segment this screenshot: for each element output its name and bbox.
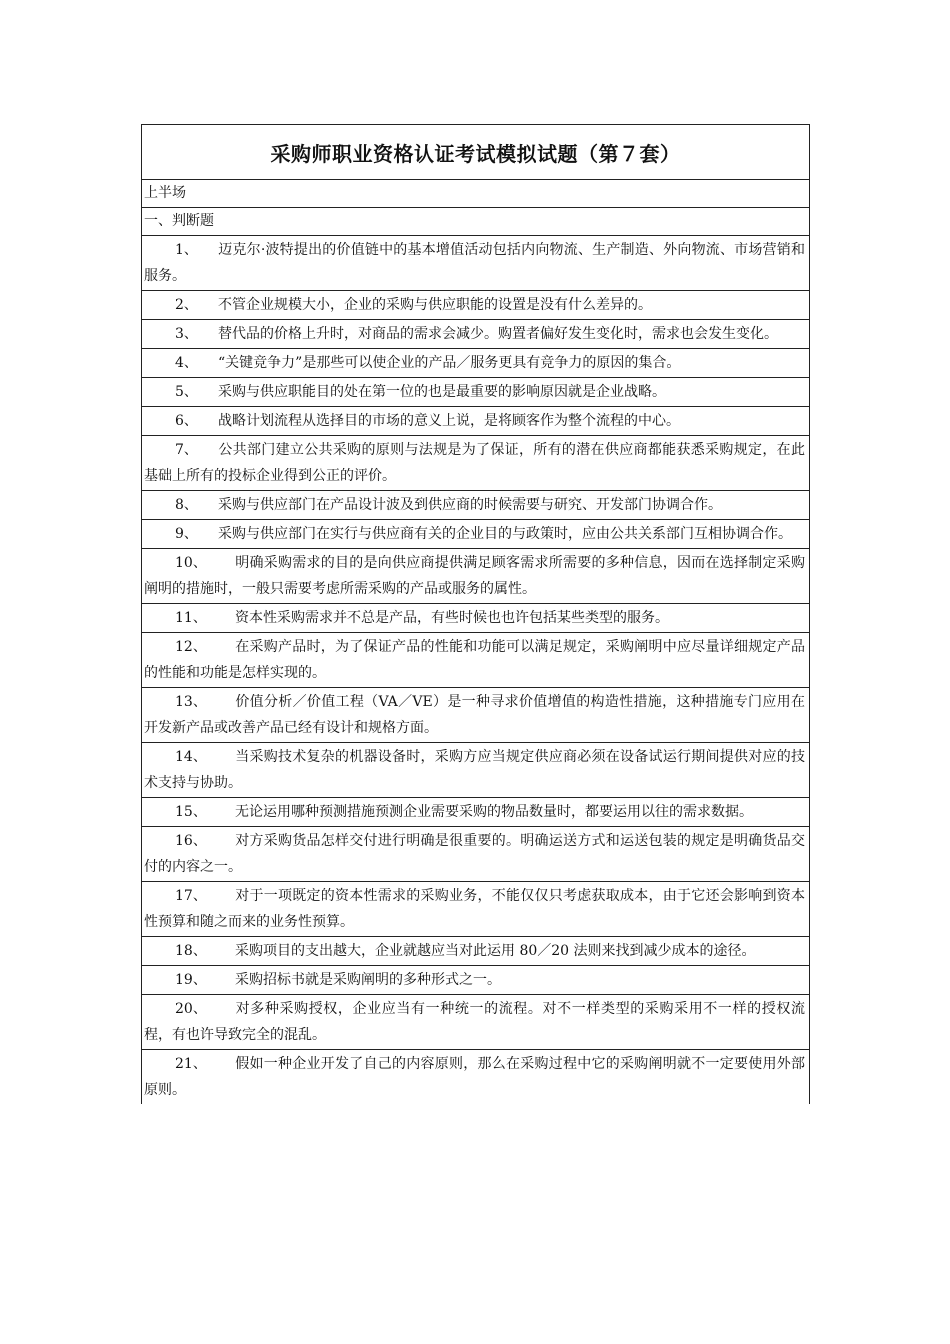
question-row <box>142 937 809 966</box>
question-row <box>142 520 809 549</box>
question-number: 15、 <box>175 804 207 820</box>
exam-table <box>141 124 810 1104</box>
question-number: 21、 <box>175 1056 207 1072</box>
question-row <box>142 491 809 520</box>
question-row <box>142 236 809 291</box>
question-number: 9、 <box>175 526 198 542</box>
question-row <box>142 436 809 491</box>
question-row <box>142 688 809 743</box>
question-text: 对于一项既定的资本性需求的采购业务，不能仅仅只考虑获取成本，由于它还会影响到资本性预算和随之而来的业务性预算。 <box>144 888 805 930</box>
question-text: 价值分析／价值工程（VA／VE）是一种寻求价值增值的构造性措施，这种措施专门应用在开发新产品或改善产品已经有设计和规格方面。 <box>144 694 805 736</box>
question-row <box>142 882 809 937</box>
question-row <box>142 349 809 378</box>
question-row <box>142 549 809 604</box>
question-text: 战略计划流程从选择目的市场的意义上说，是将顾客作为整个流程的中心。 <box>218 413 680 429</box>
question-row <box>142 966 809 995</box>
question-row <box>142 291 809 320</box>
question-row <box>142 827 809 882</box>
question-number: 20、 <box>175 1001 207 1017</box>
question-number: 8、 <box>175 497 198 513</box>
question-number: 16、 <box>175 833 207 849</box>
question-row <box>142 633 809 688</box>
question-text: “关键竞争力”是那些可以使企业的产品／服务更具有竞争力的原因的集合。 <box>218 355 681 371</box>
question-text: 采购与供应部门在实行与供应商有关的企业目的与政策时，应由公共关系部门互相协调合作。 <box>218 526 792 542</box>
question-number: 17、 <box>175 888 207 904</box>
question-row <box>142 320 809 349</box>
question-text: 公共部门建立公共采购的原则与法规是为了保证，所有的潜在供应商都能获悉采购规定，在此基础上所有的投标企业得到公正的评价。 <box>144 442 805 484</box>
question-text: 当采购技术复杂的机器设备时，采购方应当规定供应商必须在设备试运行期间提供对应的技术支持与协助。 <box>144 749 805 791</box>
question-text: 采购与供应部门在产品设计波及到供应商的时候需要与研究、开发部门协调合作。 <box>218 497 722 513</box>
question-text: 采购招标书就是采购阐明的多种形式之一。 <box>235 972 501 988</box>
question-text: 在采购产品时，为了保证产品的性能和功能可以满足规定，采购阐明中应尽量详细规定产品的性能和功能是怎样实现的。 <box>144 639 805 681</box>
question-text: 采购与供应职能目的处在第一位的也是最重要的影响原因就是企业战略。 <box>218 384 666 400</box>
question-row <box>142 378 809 407</box>
question-number: 14、 <box>175 749 207 765</box>
document-title: 采购师职业资格认证考试模拟试题（第７套） <box>142 125 809 180</box>
question-number: 3、 <box>175 326 198 342</box>
question-number: 13、 <box>175 694 207 710</box>
question-text: 不管企业规模大小，企业的采购与供应职能的设置是没有什么差异的。 <box>218 297 652 313</box>
question-text: 无论运用哪种预测措施预测企业需要采购的物品数量时，都要运用以往的需求数据。 <box>235 804 753 820</box>
question-number: 11、 <box>175 610 207 626</box>
question-number: 12、 <box>175 639 207 655</box>
question-number: 4、 <box>175 355 198 371</box>
question-row <box>142 743 809 798</box>
question-text: 资本性采购需求并不总是产品，有些时候也也许包括某些类型的服务。 <box>235 610 669 626</box>
question-number: 7、 <box>175 442 198 458</box>
question-text: 对方采购货品怎样交付进行明确是很重要的。明确运送方式和运送包装的规定是明确货品交付的内容之一。 <box>144 833 805 875</box>
question-text: 对多种采购授权，企业应当有一种统一的流程。对不一样类型的采购采用不一样的授权流程，有也许导致完全的混乱。 <box>144 1001 805 1043</box>
question-text: 明确采购需求的目的是向供应商提供满足顾客需求所需要的多种信息，因而在选择制定采购阐明的措施时，一般只需要考虑所需采购的产品或服务的属性。 <box>144 555 805 597</box>
question-text: 迈克尔·波特提出的价值链中的基本增值活动包括内向物流、生产制造、外向物流、市场营销和服务。 <box>144 242 805 284</box>
question-text: 假如一种企业开发了自己的内容原则，那么在采购过程中它的采购阐明就不一定要使用外部原则。 <box>144 1056 805 1098</box>
question-text: 采购项目的支出越大，企业就越应当对此运用 80／20 法则来找到减少成本的途径。 <box>235 943 756 959</box>
question-number: 1、 <box>175 242 198 258</box>
question-number: 2、 <box>175 297 198 313</box>
question-number: 6、 <box>175 413 198 429</box>
question-row <box>142 407 809 436</box>
question-text: 替代品的价格上升时，对商品的需求会减少。购置者偏好发生变化时，需求也会发生变化。 <box>218 326 778 342</box>
question-row <box>142 1050 809 1104</box>
question-number: 18、 <box>175 943 207 959</box>
section-label: 上半场 <box>142 180 809 208</box>
question-row <box>142 798 809 827</box>
question-row <box>142 604 809 633</box>
question-number: 10、 <box>175 555 207 571</box>
question-number: 19、 <box>175 972 207 988</box>
question-row <box>142 995 809 1050</box>
question-list <box>142 236 809 1104</box>
part-heading: 一、判断题 <box>142 208 809 236</box>
question-number: 5、 <box>175 384 198 400</box>
